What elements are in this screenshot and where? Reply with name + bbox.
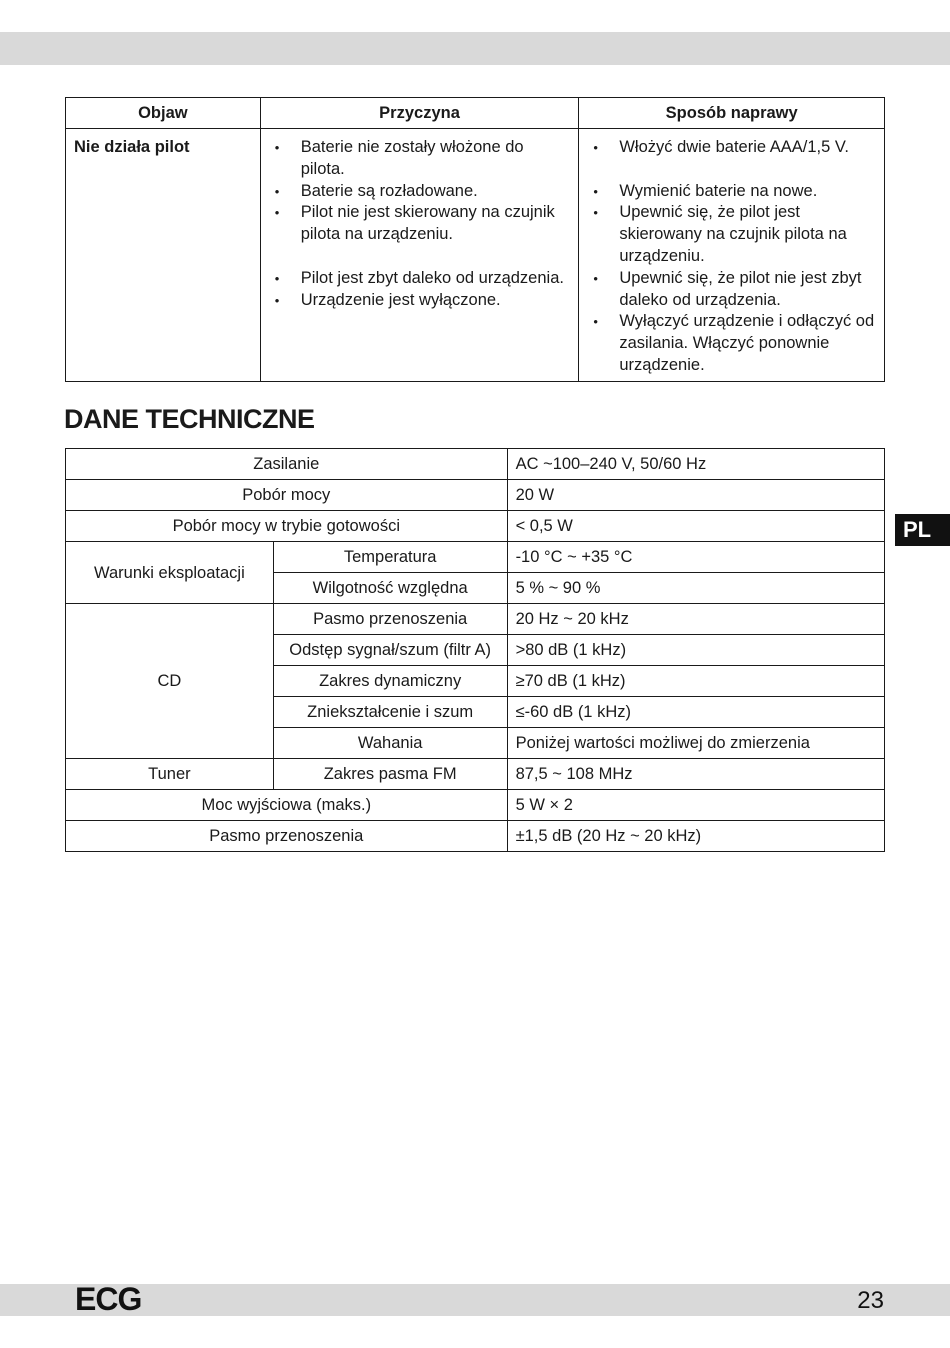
spec-label: Wilgotność względna: [273, 573, 507, 604]
spec-group-label: Tuner: [66, 759, 274, 790]
spec-value: -10 °C ~ +35 °C: [507, 542, 884, 573]
spec-group-label: CD: [66, 604, 274, 759]
table-row: [66, 542, 885, 573]
spec-label: Zakres dynamiczny: [273, 666, 507, 697]
spec-label: Zakres pasma FM: [273, 759, 507, 790]
table-row: [66, 511, 885, 542]
header-fix: Sposób naprawy: [579, 98, 885, 129]
table-row: [66, 604, 885, 635]
spec-value: 20 W: [507, 480, 884, 511]
list-item: • Pilot jest zbyt daleko od urządzenia.: [269, 268, 571, 290]
spec-label: Wahania: [273, 728, 507, 759]
section-title: DANE TECHNICZNE: [64, 404, 315, 434]
fix-list: [587, 137, 876, 377]
spec-value: Poniżej wartości możliwej do zmierzenia: [507, 728, 884, 759]
list-item: • Baterie są rozładowane.: [269, 181, 571, 203]
spec-label: Pobór mocy: [66, 480, 508, 511]
spec-value: 5 W × 2: [507, 790, 884, 821]
header-bar: [0, 32, 950, 65]
table-row: [66, 129, 885, 382]
list-item: • Upewnić się, że pilot nie jest zbyt daleko od urządzenia.: [587, 268, 876, 312]
footer-bar: [0, 1284, 950, 1316]
list-item: • Włożyć dwie baterie AAA/1,5 V.: [587, 137, 876, 159]
list-item: • Urządzenie jest wyłączone.: [269, 290, 571, 312]
table-row: [66, 790, 885, 821]
spec-group-label: Warunki eksploatacji: [66, 542, 274, 604]
header-symptom: Objaw: [66, 98, 261, 129]
language-tab: PL: [895, 514, 950, 546]
list-item: • Upewnić się, że pilot jest skierowany na czujnik pilota na urządzeniu.: [587, 202, 876, 267]
specs-table: [65, 448, 885, 852]
spec-value: 20 Hz ~ 20 kHz: [507, 604, 884, 635]
table-row: [66, 480, 885, 511]
table-header-row: [66, 98, 885, 129]
ecg-logo: ECG: [75, 1281, 142, 1317]
spec-label: Zasilanie: [66, 449, 508, 480]
spec-value: ≤-60 dB (1 kHz): [507, 697, 884, 728]
list-item: • Baterie nie zostały włożone do pilota.: [269, 137, 571, 181]
list-item: • Pilot nie jest skierowany na czujnik pilota na urządzeniu.: [269, 202, 571, 246]
symptom-cell: Nie działa pilot: [66, 129, 261, 382]
cause-list: [269, 137, 571, 311]
spec-label: Odstęp sygnał/szum (filtr A): [273, 635, 507, 666]
header-cause: Przyczyna: [260, 98, 579, 129]
spec-value: 5 % ~ 90 %: [507, 573, 884, 604]
spec-value: < 0,5 W: [507, 511, 884, 542]
spec-label: Pasmo przenoszenia: [273, 604, 507, 635]
spec-label: Moc wyjściowa (maks.): [66, 790, 508, 821]
fix-cell: [579, 129, 885, 382]
spec-value: AC ~100–240 V, 50/60 Hz: [507, 449, 884, 480]
table-row: [66, 449, 885, 480]
spec-label: Zniekształcenie i szum: [273, 697, 507, 728]
spec-label: Pobór mocy w trybie gotowości: [66, 511, 508, 542]
table-row: [66, 821, 885, 852]
spec-value: ±1,5 dB (20 Hz ~ 20 kHz): [507, 821, 884, 852]
spec-label: Pasmo przenoszenia: [66, 821, 508, 852]
spec-value: >80 dB (1 kHz): [507, 635, 884, 666]
spec-label: Temperatura: [273, 542, 507, 573]
spec-value: ≥70 dB (1 kHz): [507, 666, 884, 697]
page-number: 23: [857, 1287, 884, 1314]
list-item: • Wymienić baterie na nowe.: [587, 181, 876, 203]
troubleshooting-table: [65, 97, 885, 382]
table-row: [66, 759, 885, 790]
spec-value: 87,5 ~ 108 MHz: [507, 759, 884, 790]
cause-cell: [260, 129, 579, 382]
list-item: • Wyłączyć urządzenie i odłączyć od zasilania. Włączyć ponownie urządzenie.: [587, 311, 876, 376]
